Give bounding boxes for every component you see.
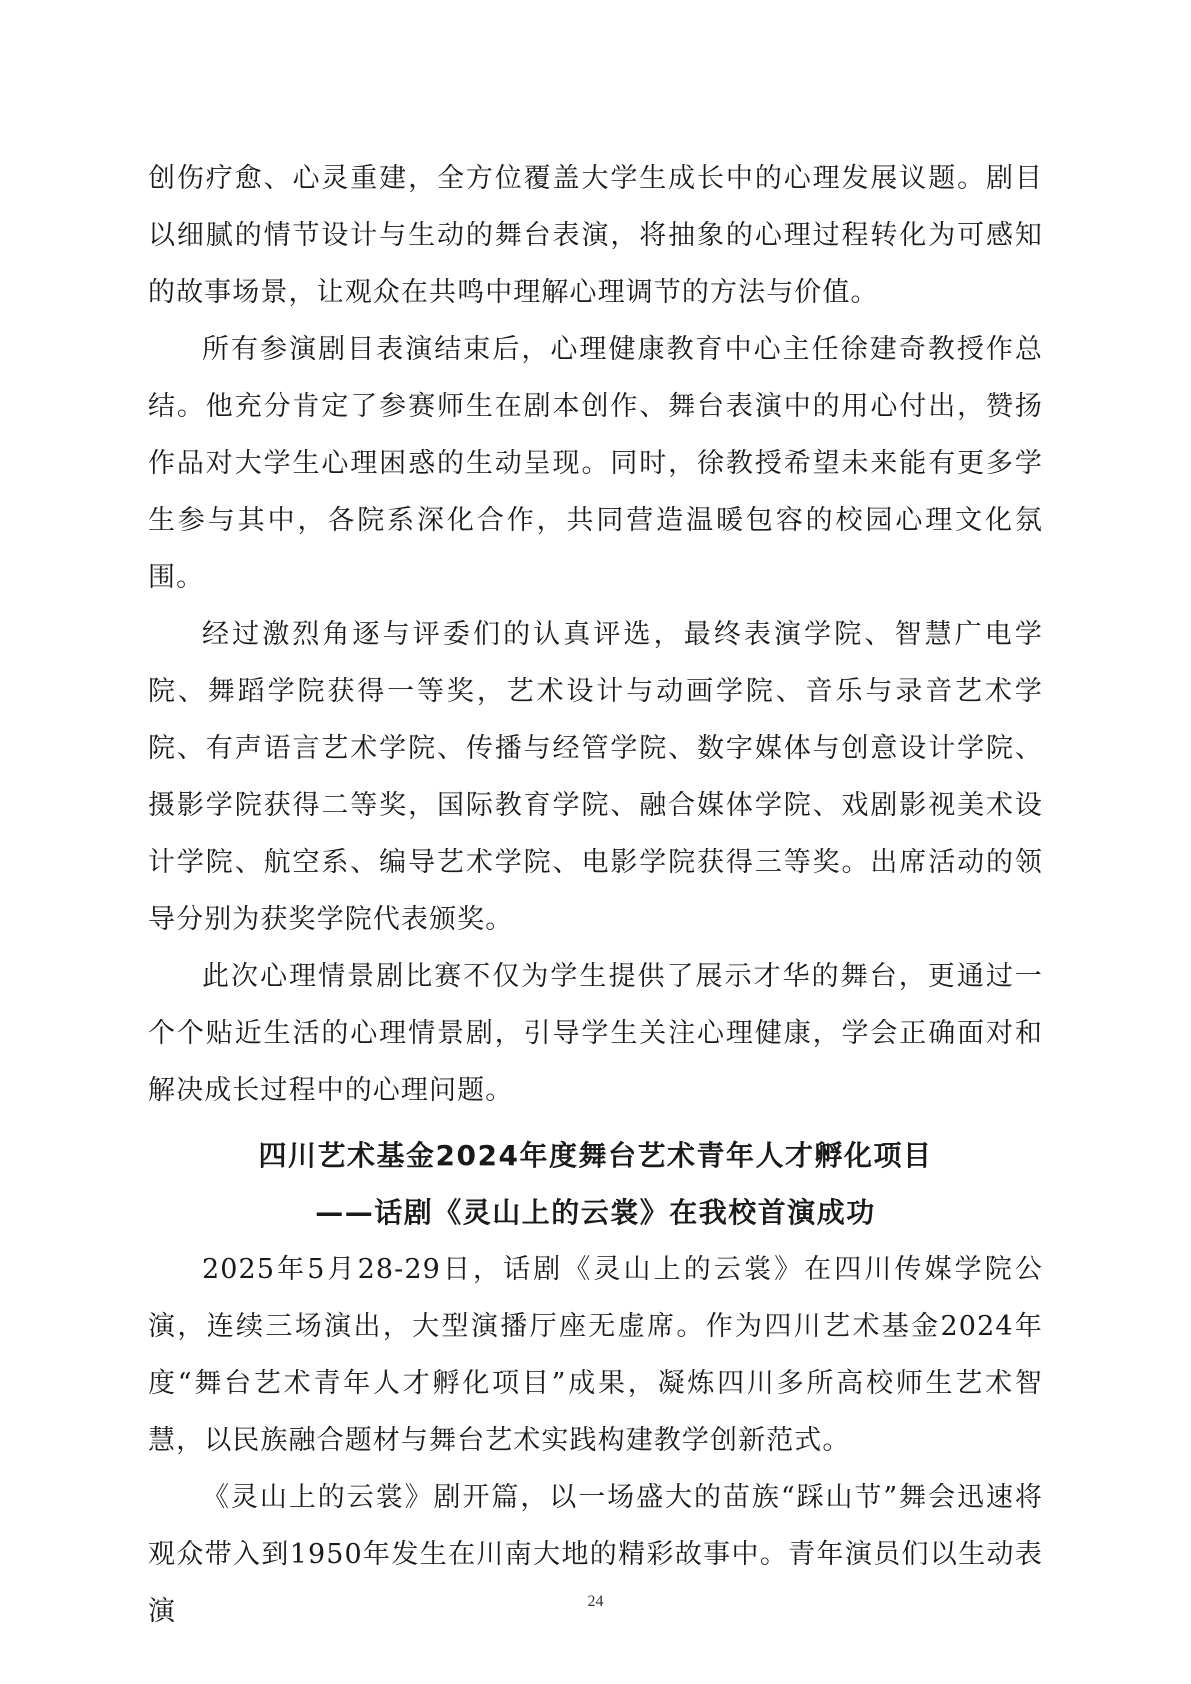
paragraph: 《灵山上的云裳》剧开篇，以一场盛大的苗族“踩山节”舞会迅速将观众带入到1950年发生在川南大地的精彩故事中。青年演员们以生动表演 bbox=[148, 1482, 1043, 1627]
paragraph: 2025年5月28-29日，话剧《灵山上的云裳》在四川传媒学院公演，连续三场演出，大型演播厅座无虚席。作为四川艺术基金2024年度“舞台艺术青年人才孵化项目”成果，凝炼四川多所高校师生艺术智慧，以民族融合题材与舞台艺术实践构建教学创新范式。 bbox=[148, 1254, 1043, 1456]
article-drama-premiere bbox=[148, 1127, 1043, 1640]
paragraph: 此次心理情景剧比赛不仅为学生提供了展示才华的舞台，更通过一个个贴近生活的心理情景剧，引导学生关注心理健康，学会正确面对和解决成长过程中的心理问题。 bbox=[148, 961, 1043, 1106]
page-number: 24 bbox=[587, 1593, 604, 1610]
article-subtitle: ——话剧《灵山上的云裳》在我校首演成功 bbox=[315, 1196, 876, 1229]
paragraph: 经过激烈角逐与评委们的认真评选，最终表演学院、智慧广电学院、舞蹈学院获得一等奖，艺术设计与动画学院、音乐与录音艺术学院、有声语言艺术学院、传播与经管学院、数字媒体与创意设计学院、摄影学院获得二等奖，国际教育学院、融合媒体学院、戏剧影视美术设计学院、航空系、编导艺术学院、电影学院获得三等奖。出席活动的领导分别为获奖学院代表颁奖。 bbox=[148, 619, 1043, 935]
article-psych-drama-continued bbox=[148, 150, 1043, 1119]
article-title: 四川艺术基金2024年度舞台艺术青年人才孵化项目 bbox=[258, 1139, 933, 1172]
page-body bbox=[148, 150, 1043, 1640]
paragraph: 创伤疗愈、心灵重建，全方位覆盖大学生成长中的心理发展议题。剧目以细腻的情节设计与生动的舞台表演，将抽象的心理过程转化为可感知的故事场景，让观众在共鸣中理解心理调节的方法与价值。 bbox=[148, 163, 1043, 308]
paragraph: 所有参演剧目表演结束后，心理健康教育中心主任徐建奇教授作总结。他充分肯定了参赛师生在剧本创作、舞台表演中的用心付出，赞扬作品对大学生心理困惑的生动呈现。同时，徐教授希望未来能有更多学生参与其中，各院系深化合作，共同营造温暖包容的校园心理文化氛围。 bbox=[148, 334, 1043, 593]
